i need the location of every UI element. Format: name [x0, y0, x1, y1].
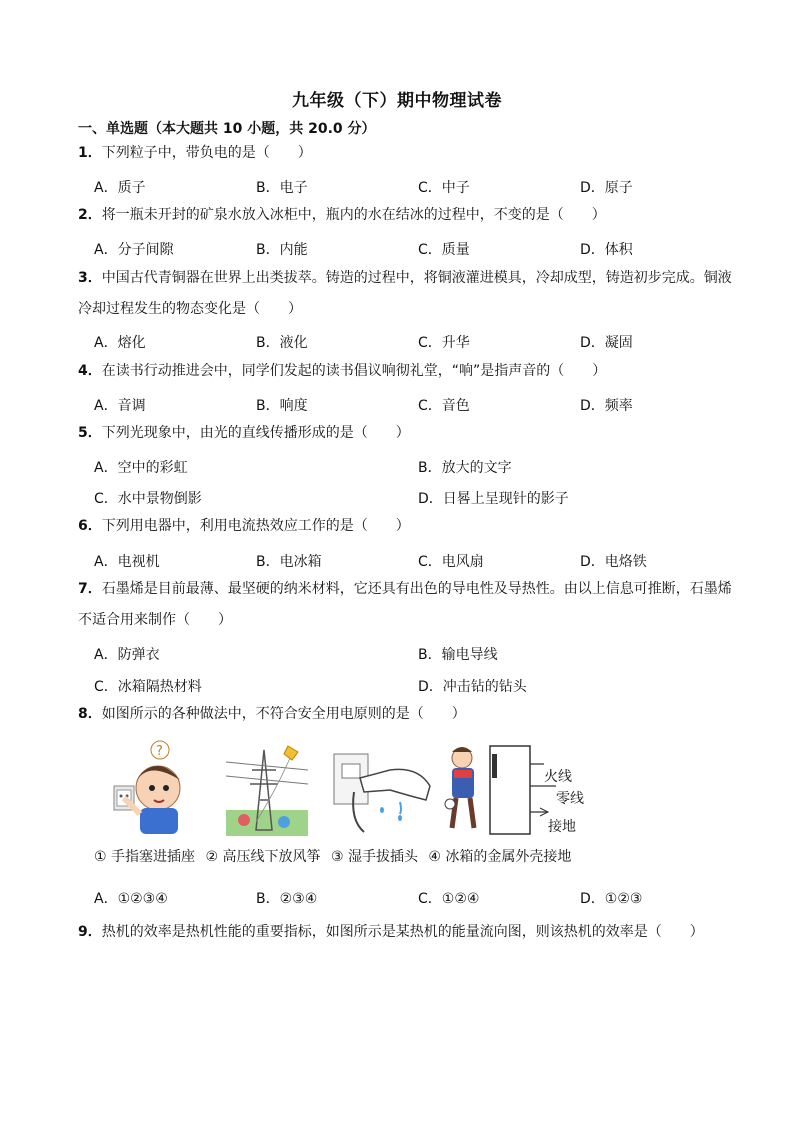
q2-option-d: D．体积 [580, 242, 633, 258]
question-text: 中国古代青铜器在世界上出类拔萃。铸造的过程中，将铜液灌进模具，冷却成型，铸造初步完成。铜液冷却过程发生的物态变化是（ ） [78, 270, 732, 317]
q7-option-c: C．冰箱隔热材料 [94, 679, 202, 695]
q4-option-b: B．响度 [256, 398, 308, 414]
figure-captions [94, 846, 577, 866]
question-7 [78, 574, 738, 636]
q3-option-b: B．液化 [256, 335, 308, 351]
question-mark-text: ? [156, 744, 163, 759]
q4-option-a: A．音调 [94, 398, 146, 414]
question-text: 在读书行动推进会中，同学们发起的读书倡议响彻礼堂，“响”是指声音的（ ） [101, 363, 607, 379]
q8-option-b: B．②③④ [256, 891, 318, 907]
question-text: 下列光现象中，由光的直线传播形成的是（ ） [101, 425, 410, 441]
ground-wire-label: 接地 [548, 819, 576, 835]
q1-option-a: A．质子 [94, 180, 146, 196]
question-text: 下列用电器中，利用电流热效应工作的是（ ） [101, 518, 410, 534]
question-number: 7． [78, 581, 102, 597]
question-9 [78, 917, 738, 948]
question-number: 6． [78, 518, 102, 534]
wet-hand-plug-illustration [330, 740, 434, 836]
question-5 [78, 418, 738, 449]
question-1 [78, 138, 738, 169]
q4-option-d: D．频率 [580, 398, 633, 414]
question-4 [78, 356, 738, 387]
q1-option-d: D．原子 [580, 180, 633, 196]
question-text: 下列粒子中，带负电的是（ ） [101, 145, 312, 161]
caption-1: ① 手指塞进插座 [94, 849, 196, 865]
question-number: 1． [78, 145, 102, 161]
page-title: 九年级（下）期中物理试卷 [292, 91, 502, 111]
question-8 [78, 699, 738, 730]
q5-option-b: B．放大的文字 [418, 460, 512, 476]
question-6 [78, 511, 738, 542]
q3-option-d: D．凝固 [580, 335, 633, 351]
q8-option-c: C．①②④ [418, 891, 480, 907]
q2-option-c: C．质量 [418, 242, 470, 258]
child-socket-illustration [108, 740, 204, 836]
q5-option-c: C．水中景物倒影 [94, 491, 202, 507]
q8-option-a: A．①②③④ [94, 891, 168, 907]
q6-option-d: D．电烙铁 [580, 554, 647, 570]
q1-option-b: B．电子 [256, 180, 308, 196]
live-wire-label: 火线 [544, 769, 572, 785]
question-8-figure [108, 740, 608, 840]
q2-option-a: A．分子间隙 [94, 242, 174, 258]
q4-option-c: C．音色 [418, 398, 470, 414]
q3-option-c: C．升华 [418, 335, 470, 351]
q5-option-a: A．空中的彩虹 [94, 460, 188, 476]
question-number: 3． [78, 270, 102, 286]
q2-option-b: B．内能 [256, 242, 308, 258]
kite-tower-illustration [226, 740, 308, 836]
q7-option-a: A．防弹衣 [94, 647, 160, 663]
question-text: 热机的效率是热机性能的重要指标，如图所示是某热机的能量流向图，则该热机的效率是（ ） [101, 924, 704, 940]
caption-2: ② 高压线下放风筝 [205, 849, 321, 865]
q7-option-d: D．冲击钻的钻头 [418, 679, 527, 695]
question-text: 如图所示的各种做法中，不符合安全用电原则的是（ ） [101, 706, 466, 722]
caption-4: ④ 冰箱的金属外壳接地 [428, 849, 572, 865]
section-heading: 一、单选题（本大题共 10 小题，共 20.0 分） [78, 121, 376, 137]
q8-option-d: D．①②③ [580, 891, 643, 907]
caption-3: ③ 湿手拔插头 [330, 849, 418, 865]
question-text: 将一瓶未开封的矿泉水放入冰柜中，瓶内的水在结冰的过程中，不变的是（ ） [101, 207, 606, 223]
question-text: 石墨烯是目前最薄、最坚硬的纳米材料，它还具有出色的导电性及导热性。由以上信息可推断，石墨烯不适合用来制作（ ） [78, 581, 732, 628]
q1-option-c: C．中子 [418, 180, 470, 196]
q7-option-b: B．输电导线 [418, 647, 498, 663]
question-number: 2． [78, 207, 102, 223]
question-3 [78, 263, 738, 325]
q6-option-c: C．电风扇 [418, 554, 484, 570]
q6-option-a: A．电视机 [94, 554, 160, 570]
question-number: 9． [78, 924, 102, 940]
q6-option-b: B．电冰箱 [256, 554, 322, 570]
question-number: 8． [78, 706, 102, 722]
q3-option-a: A．熔化 [94, 335, 146, 351]
neutral-wire-label: 零线 [556, 791, 584, 807]
question-number: 4． [78, 363, 102, 379]
question-number: 5． [78, 425, 102, 441]
q5-option-d: D．日晷上呈现针的影子 [418, 491, 569, 507]
question-2 [78, 200, 738, 231]
